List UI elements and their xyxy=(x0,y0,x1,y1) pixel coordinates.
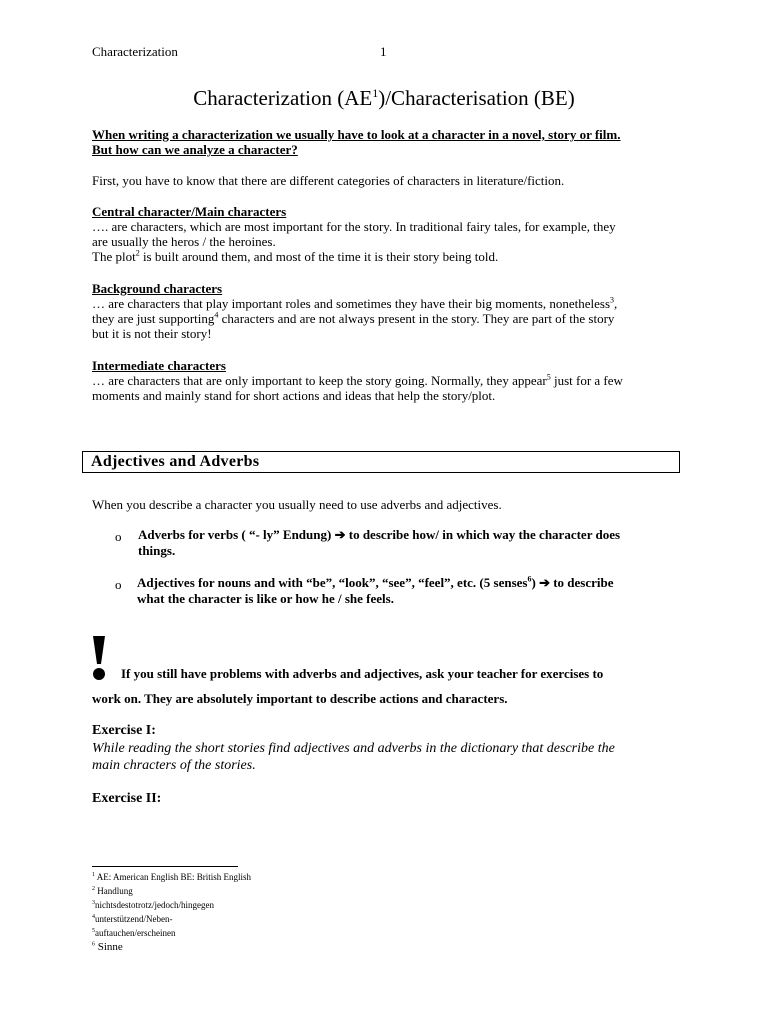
footnote-2 xyxy=(92,886,133,896)
document-title xyxy=(0,86,768,111)
intermediate-line-1b: just for a few xyxy=(550,373,623,388)
warning-line-2: work on. They are absolutely important to describe actions and characters. xyxy=(92,691,508,706)
footnote-6 xyxy=(92,941,123,953)
central-line-2: are usually the heros / the heroines. xyxy=(92,234,276,249)
exercise-1-title: Exercise I: xyxy=(92,723,156,738)
footnote-2-text: Handlung xyxy=(97,886,133,896)
footnote-ref-4: 4 xyxy=(214,310,219,320)
intermediate-line-1 xyxy=(92,373,623,388)
central-characters-section xyxy=(92,204,616,264)
central-line-3a: The plot xyxy=(92,249,136,264)
bullet-2 xyxy=(137,575,614,607)
footnote-6-text: Sinne xyxy=(97,941,123,953)
footnote-2-number: 2 xyxy=(92,886,95,892)
title-part-2: )/Characterisation (BE) xyxy=(378,86,575,110)
intro-question xyxy=(92,127,692,157)
footnote-ref-5: 5 xyxy=(546,372,551,382)
background-line-2b: characters and are not always present in the story. They are part of the story xyxy=(218,311,615,326)
exercise-1-text xyxy=(92,740,615,774)
warning-line-1: If you still have problems with adverbs and adjectives, ask your teacher for exercises to xyxy=(121,666,604,681)
intermediate-line-1a: … are characters that are only important to keep the story going. Normally, they appear xyxy=(92,373,547,388)
bullet-1-text-a: Adverbs for verbs ( “- ly” Endung) xyxy=(138,527,335,542)
footnote-1 xyxy=(92,872,251,882)
bullet-2-text-a: Adjectives for nouns and with “be”, “look”, “see”, “feel”, etc. (5 senses xyxy=(137,575,528,590)
background-line-3: but it is not their story! xyxy=(92,326,212,341)
background-line-1b: , xyxy=(614,296,618,311)
footnote-4 xyxy=(92,914,172,924)
footnote-3-text: nichtsdestotrotz/jedoch/hingegen xyxy=(95,900,214,910)
intermediate-line-2: moments and mainly stand for short actions and ideas that help the story/plot. xyxy=(92,388,496,403)
bullet-2-text-b: ) xyxy=(531,575,540,590)
exercise-2-title: Exercise II: xyxy=(92,791,162,806)
central-line-3 xyxy=(92,249,616,264)
right-arrow-icon: ➔ xyxy=(539,575,550,590)
exercise-1-line-2: main chracters of the stories. xyxy=(92,758,256,773)
intro-line-2: But how can we analyze a character? xyxy=(92,142,298,157)
footnote-5-number: 5 xyxy=(92,928,95,934)
footnote-1-number: 1 xyxy=(92,872,95,878)
footnote-5-text: auftauchen/erscheinen xyxy=(95,928,176,938)
bullet-1 xyxy=(138,527,620,559)
page-number: 1 xyxy=(380,44,387,59)
footnote-4-text: unterstützend/Neben- xyxy=(95,914,173,924)
background-line-2a: they are just supporting xyxy=(92,311,215,326)
footnote-ref-3: 3 xyxy=(610,295,615,305)
footnote-5 xyxy=(92,928,175,938)
central-line-3b: is built around them, and most of the time it is their story being told. xyxy=(139,249,499,264)
background-characters-section xyxy=(92,281,617,341)
adj-section-intro: When you describe a character you usually need to use adverbs and adjectives. xyxy=(92,497,502,512)
exclamation-icon xyxy=(90,634,108,682)
bullet-1-text-b: to describe how/ in which way the character does xyxy=(345,527,621,542)
bullet-2-line-1 xyxy=(137,575,614,591)
background-heading: Background characters xyxy=(92,281,223,296)
bullet-1-marker: o xyxy=(115,529,122,544)
central-line-1: …. are characters, which are most important for the story. In traditional fairy tales, for example, they xyxy=(92,219,616,234)
intermediate-heading: Intermediate characters xyxy=(92,358,226,373)
bullet-2-marker: o xyxy=(115,577,122,592)
background-line-1 xyxy=(92,296,617,311)
bullet-2-line-2: what the character is like or how he / she feels. xyxy=(137,591,394,606)
bullet-1-line-1 xyxy=(138,527,620,543)
footnote-3-number: 3 xyxy=(92,900,95,906)
title-part-1: Characterization (AE xyxy=(193,86,373,110)
intermediate-characters-section xyxy=(92,358,623,403)
footnote-3 xyxy=(92,900,214,910)
background-line-1a: … are characters that play important roles and sometimes they have their big moments, nonetheless xyxy=(92,296,611,311)
background-line-2 xyxy=(92,311,617,326)
footnote-1-text: AE: American English BE: British English xyxy=(96,872,252,882)
exercise-1-line-1: While reading the short stories find adjectives and adverbs in the dictionary that describe the xyxy=(92,741,615,756)
footnote-6-number: 6 xyxy=(92,941,95,948)
central-heading: Central character/Main characters xyxy=(92,204,287,219)
intro-first-sentence: First, you have to know that there are different categories of characters in literature/fiction. xyxy=(92,173,565,188)
adjectives-adverbs-heading: Adjectives and Adverbs xyxy=(82,451,680,473)
footnote-4-number: 4 xyxy=(92,914,95,920)
intro-line-1: When writing a characterization we usually have to look at a character in a novel, story or film. xyxy=(92,127,621,142)
footnote-separator xyxy=(92,866,238,867)
bullet-1-line-2: things. xyxy=(138,543,176,558)
running-header-title: Characterization xyxy=(92,44,178,59)
right-arrow-icon: ➔ xyxy=(334,527,346,542)
footnote-ref-6: 6 xyxy=(527,574,532,584)
bullet-2-text-c: to describe xyxy=(549,575,614,590)
footnote-ref-2: 2 xyxy=(135,248,140,258)
footnote-ref-1: 1 xyxy=(372,86,379,100)
